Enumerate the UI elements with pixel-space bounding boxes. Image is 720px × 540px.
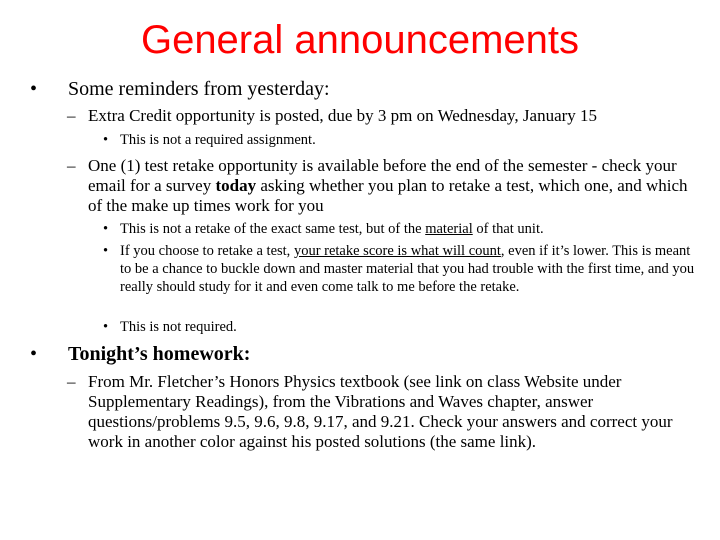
- slide-title: General announcements: [140, 18, 580, 62]
- bullet-dot: •: [103, 319, 109, 335]
- section-homework-label: Tonight’s homework:: [68, 343, 251, 365]
- note-not-exact-retake-text-1: This is not a retake of the exact same test, but of the: [120, 221, 426, 237]
- reminder-extra-credit-text: Extra Credit opportunity is posted, due by 3 pm on Wednesday, January 15: [88, 106, 598, 125]
- note-not-exact-retake: [103, 220, 698, 238]
- section-homework: [30, 343, 688, 366]
- reminder-test-retake-text-1: One (1) test retake opportunity is available before the end of the semester - check your email for a survey: [88, 156, 677, 195]
- homework-assignment: [67, 372, 698, 452]
- note-material-underline: material: [425, 221, 473, 237]
- section-reminders: [30, 78, 688, 101]
- bullet-dot: •: [30, 343, 38, 365]
- note-not-required-assignment: [103, 131, 698, 149]
- bullet-dot: •: [103, 243, 109, 259]
- section-reminders-label: Some reminders from yesterday:: [68, 78, 330, 100]
- bullet-dash: –: [67, 106, 76, 125]
- reminder-test-retake-bold: today: [215, 176, 257, 195]
- note-retake-score: [103, 242, 698, 296]
- reminder-test-retake: [67, 156, 698, 216]
- bullet-dash: –: [67, 156, 76, 175]
- note-not-required: [103, 318, 698, 336]
- reminder-extra-credit: [67, 106, 698, 126]
- note-not-required-text: This is not required.: [120, 319, 237, 335]
- reminder-test-retake-text-2: asking whether you plan to retake a test, which one, and which of the make up times work for you: [88, 176, 688, 215]
- bullet-dot: •: [30, 78, 38, 100]
- note-retake-score-underline: your retake score is what will count: [293, 243, 501, 259]
- note-not-exact-retake-text-2: of that unit.: [472, 221, 544, 237]
- bullet-dot: •: [103, 132, 109, 148]
- homework-assignment-text: From Mr. Fletcher’s Honors Physics textbook (see link on class Website under Supplementary Readings), from the Vibrations and Waves chapter, answer questions/problems 9.5, 9.6, 9.8, 9.17, and 9.21. Check your answers and correct your work in another color against his posted solutions (the same link).: [88, 372, 673, 451]
- note-retake-score-text-2: , even if it’s lower. This is meant to be a chance to buckle down and master material that you had trouble with the first time, and you really should study for it and even come talk to me before the retake.: [120, 243, 695, 295]
- bullet-dash: –: [67, 372, 76, 391]
- note-retake-score-text-1: If you choose to retake a test,: [120, 243, 294, 259]
- note-not-required-assignment-text: This is not a required assignment.: [120, 132, 316, 148]
- bullet-dot: •: [103, 221, 109, 237]
